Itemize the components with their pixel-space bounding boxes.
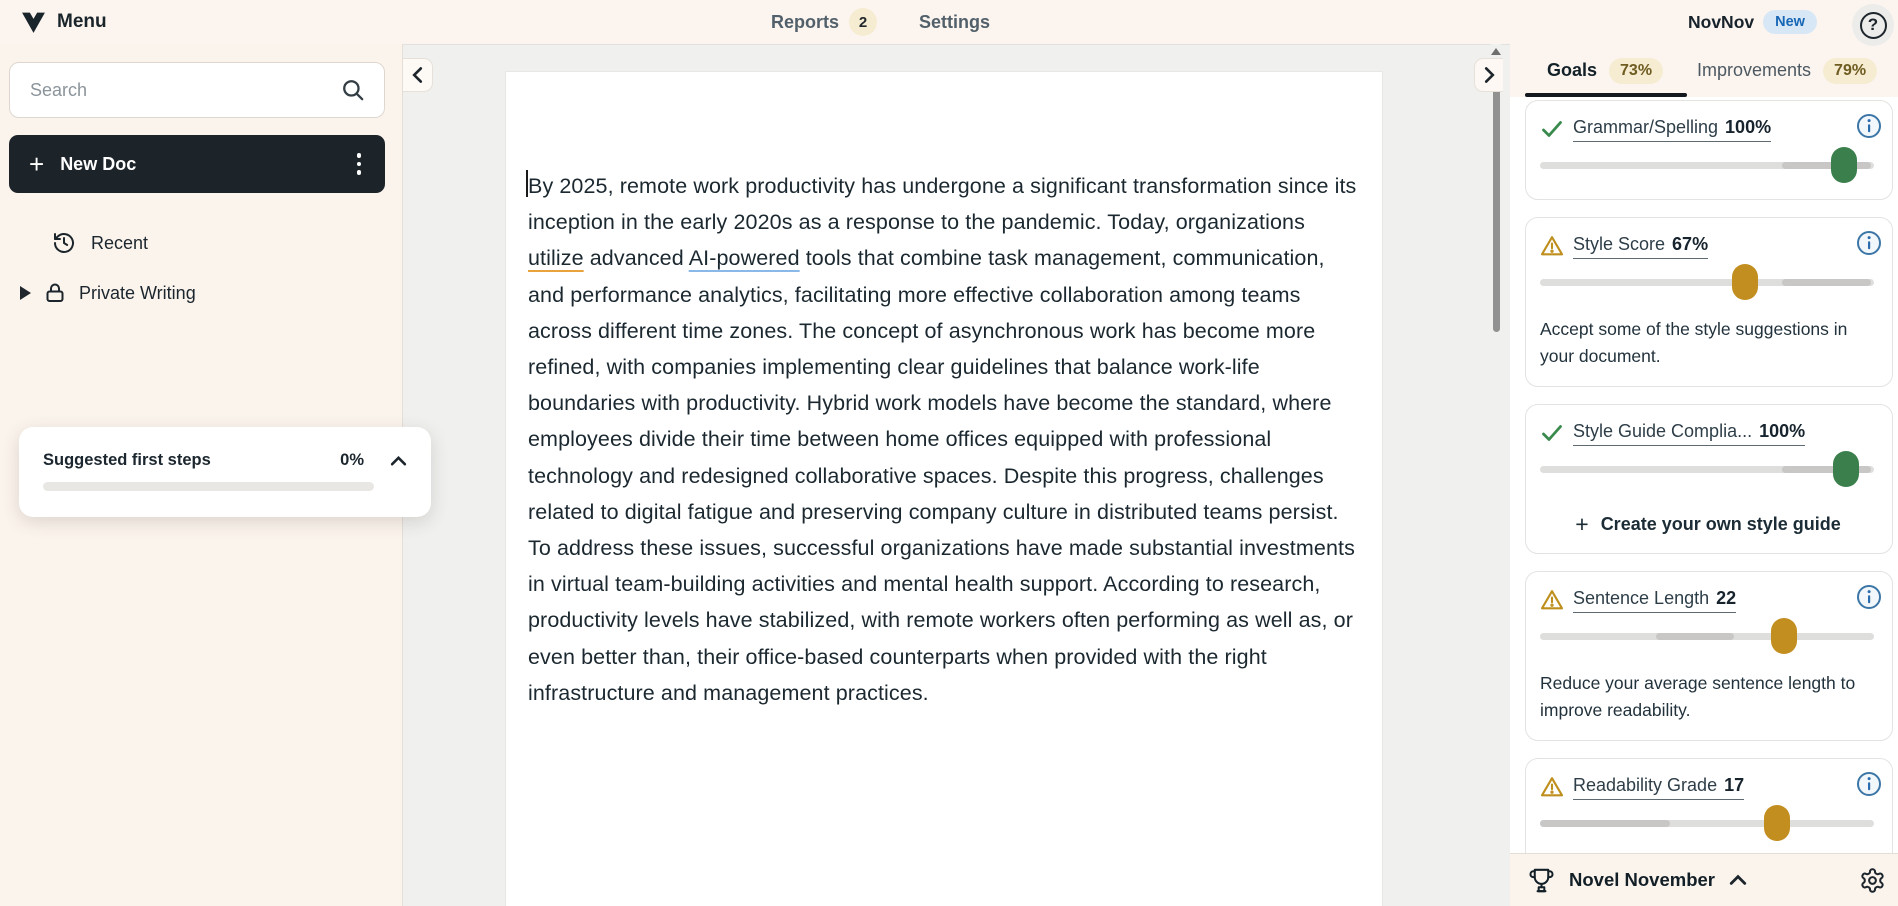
search-icon[interactable] — [340, 77, 366, 103]
tab-goals[interactable] — [1547, 44, 1663, 97]
goal-card-link[interactable] — [1573, 421, 1805, 446]
chevron-up-icon[interactable] — [390, 455, 407, 467]
create-style-guide-button[interactable] — [1540, 511, 1876, 537]
goal-description: Reduce your average sentence length to improve readability. — [1540, 673, 1856, 720]
sidebar-item-private-writing[interactable] — [20, 279, 196, 307]
plus-icon: + — [29, 149, 45, 179]
disclosure-triangle-icon[interactable] — [20, 286, 31, 300]
goal-card-link[interactable] — [1573, 588, 1736, 613]
warning-icon — [1540, 775, 1564, 799]
suggested-title: Suggested first steps — [43, 451, 211, 469]
help-button[interactable] — [1852, 4, 1894, 46]
scrollbar-thumb[interactable] — [1493, 88, 1500, 332]
novel-november-bar — [1510, 853, 1898, 906]
slider-target-zone — [1782, 279, 1870, 286]
new-badge: New — [1763, 10, 1817, 34]
info-icon[interactable] — [1856, 113, 1882, 139]
warning-icon — [1540, 234, 1564, 258]
goal-value: 67% — [1672, 233, 1709, 254]
info-icon[interactable] — [1856, 584, 1882, 610]
search-box — [9, 62, 385, 118]
question-mark-icon: ? — [1860, 12, 1887, 39]
check-icon — [1540, 117, 1564, 141]
sidebar-item-recent[interactable] — [52, 229, 148, 257]
chevron-up-icon — [1729, 874, 1747, 886]
panel-expand-button[interactable] — [1474, 58, 1503, 92]
nav-settings-label: Settings — [919, 11, 991, 32]
account-menu[interactable] — [1688, 0, 1817, 44]
slider-track — [1540, 820, 1874, 827]
chevron-right-icon — [1484, 66, 1495, 84]
slider-knob[interactable] — [1831, 147, 1857, 183]
suggested-percent: 0% — [340, 451, 364, 469]
footer-collapse-button[interactable] — [1729, 874, 1747, 886]
create-style-guide-label: Create your own style guide — [1600, 513, 1841, 534]
slider-target-zone — [1656, 633, 1734, 640]
goals-panel — [1510, 44, 1898, 906]
document-scrollbar — [1491, 44, 1501, 906]
slider-track — [1540, 466, 1874, 473]
private-writing-label: Private Writing — [79, 282, 196, 303]
goal-label: Sentence Length — [1573, 587, 1710, 608]
info-icon[interactable] — [1856, 230, 1882, 256]
goal-slider[interactable] — [1540, 264, 1876, 300]
goal-card — [1525, 404, 1893, 554]
suggested-progress-bar — [43, 482, 374, 491]
goal-label: Style Score — [1573, 233, 1666, 254]
new-doc-label: New Doc — [60, 153, 137, 174]
top-nav — [771, 0, 990, 44]
goal-cards-list — [1525, 100, 1893, 853]
tab-goals-badge: 73% — [1609, 58, 1663, 84]
goal-slider[interactable] — [1540, 805, 1876, 841]
goal-value: 17 — [1724, 774, 1745, 795]
kebab-menu-icon[interactable] — [353, 147, 366, 181]
tab-improvements[interactable] — [1697, 44, 1877, 97]
goal-card — [1525, 100, 1893, 200]
slider-track — [1540, 279, 1874, 286]
slider-knob[interactable] — [1764, 805, 1790, 841]
active-tab-indicator — [1525, 93, 1687, 97]
goal-card — [1525, 217, 1893, 387]
goal-card-link[interactable] — [1573, 117, 1771, 142]
reports-count-badge: 2 — [849, 8, 877, 36]
app-logo-icon — [20, 8, 47, 35]
recent-label: Recent — [91, 232, 149, 253]
history-icon — [52, 231, 76, 255]
document-page[interactable] — [505, 71, 1383, 906]
goal-value: 22 — [1716, 587, 1737, 608]
nav-settings[interactable] — [919, 12, 990, 33]
menu-label: Menu — [57, 10, 107, 32]
scroll-up-button[interactable] — [1491, 44, 1501, 58]
slider-knob[interactable] — [1732, 264, 1758, 300]
account-name: NovNov — [1688, 11, 1755, 32]
goal-value: 100% — [1725, 116, 1772, 137]
goal-slider[interactable] — [1540, 451, 1876, 487]
goal-value: 100% — [1759, 420, 1806, 441]
slider-knob[interactable] — [1771, 618, 1797, 654]
check-icon — [1540, 421, 1564, 445]
left-sidebar — [0, 44, 403, 906]
goal-card-link[interactable] — [1573, 775, 1744, 800]
goal-card — [1525, 758, 1893, 853]
goal-label: Style Guide Complia... — [1573, 420, 1753, 441]
slider-target-zone — [1782, 162, 1870, 169]
document-paragraph[interactable]: By 2025, remote work productivity has undergone a significant transformation since its inception in the early 2020s as a response to the pandemic. Today, organizations utilize advanced AI-powered tools that combine task management, communication, and performance analytics, facilitating more effective collaboration among teams across different time zones. The concept of asynchronous work has become more refined, with companies implementing clear guidelines that balance work-life boundaries with productivity. Hybrid work models have become the standard, where employees divide their time between home offices equipped with professional technology and redesigned collaborative spaces. Despite this progress, challenges related to digital fatigue and preserving company culture in distributed teams persist. To address these issues, successful organizations have made substantial investments in virtual team-building activities and mental health support. According to research, productivity levels have stabilized, with remote workers often performing as well as, or even better than, their office-based counterparts when provided with the right infrastructure and management practices. — [528, 174, 1357, 705]
novel-november-label: Novel November — [1569, 869, 1715, 890]
plus-icon: + — [1575, 510, 1589, 537]
settings-gear-button[interactable] — [1859, 867, 1886, 894]
slider-track — [1540, 162, 1874, 169]
panel-tabs — [1510, 44, 1898, 97]
goal-slider[interactable] — [1540, 147, 1876, 183]
nav-reports[interactable] — [771, 8, 877, 36]
goal-label: Grammar/Spelling — [1573, 116, 1719, 137]
tab-improvements-badge: 79% — [1823, 58, 1877, 84]
warning-icon — [1540, 588, 1564, 612]
top-bar — [0, 0, 1898, 44]
highlight-blue: AI-powered — [688, 246, 800, 271]
gear-icon — [1859, 867, 1886, 894]
goal-card — [1525, 571, 1893, 741]
nav-reports-label: Reports — [771, 11, 840, 32]
goal-card-link[interactable] — [1573, 234, 1708, 259]
tab-goals-label: Goals — [1547, 60, 1598, 80]
editor-area — [403, 44, 1510, 906]
lock-icon — [43, 281, 67, 305]
slider-track — [1540, 633, 1874, 640]
goal-slider[interactable] — [1540, 618, 1876, 654]
up-arrow-icon — [1491, 48, 1501, 55]
slider-target-zone — [1540, 820, 1670, 827]
chevron-left-icon — [412, 66, 423, 84]
sidebar-collapse-button[interactable] — [403, 58, 433, 92]
info-icon[interactable] — [1856, 771, 1882, 797]
highlight-orange: utilize — [528, 246, 584, 271]
trophy-icon — [1528, 867, 1555, 894]
search-input[interactable] — [28, 79, 340, 102]
slider-knob[interactable] — [1833, 451, 1859, 487]
menu-button[interactable] — [20, 8, 107, 35]
goal-description: Accept some of the style suggestions in your document. — [1540, 319, 1848, 366]
new-doc-button[interactable] — [9, 135, 385, 193]
tab-improvements-label: Improvements — [1697, 60, 1812, 80]
suggested-first-steps-card — [19, 427, 431, 517]
goal-label: Readability Grade — [1573, 774, 1718, 795]
